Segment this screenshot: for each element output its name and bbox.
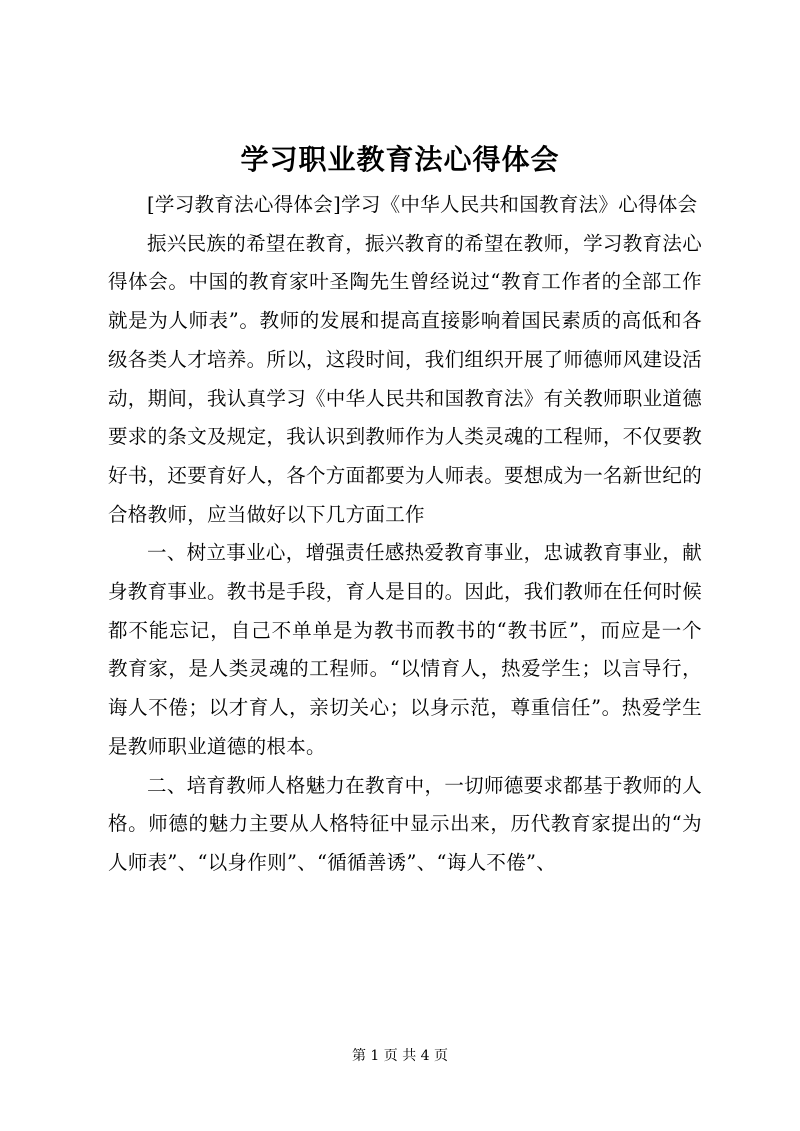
page-number: 第 1 页 共 4 页 [351, 1048, 449, 1064]
paragraph-subtitle: [学习教育法心得体会]学习《中华人民共和国教育法》心得体会 [147, 193, 698, 216]
document-title: 学习职业教育法心得体会 [240, 143, 560, 176]
paragraph-section-2: 二、培育教师人格魅力在教育中，一切师德要求都基于教师的人格。师德的魅力主要从人格特征中显示出来，历代教育家提出的“为人师表”、“以身作则”、“循循善诱”、“诲人不倦”、 [108, 773, 702, 874]
page-footer [0, 1046, 800, 1066]
paragraph-intro: 振兴民族的希望在教育，振兴教育的希望在教师，学习教育法心得体会。中国的教育家叶圣陶先生曾经说过“教育工作者的全部工作就是为人师表”。教师的发展和提高直接影响着国民素质的高低和各级各类人才培养。所以，这段时间，我们组织开展了师德师风建设活动，期间，我认真学习《中华人民共和国教育法》有关教师职业道德要求的条文及规定，我认识到教师作为人类灵魂的工程师，不仅要教好书，还要育好人，各个方面都要为人师表。要想成为一名新世纪的合格教师，应当做好以下几方面工作 [108, 231, 703, 526]
paragraph-section-1: 一、树立事业心，增强责任感热爱教育事业，忠诚教育事业，献身教育事业。教书是手段，育人是目的。因此，我们教师在任何时候都不能忘记，自己不单单是为教书而教书的“教书匠”，而应是一个教育家，是人类灵魂的工程师。“以情育人，热爱学生；以言导行，诲人不倦；以才育人，亲切关心；以身示范，尊重信任”。热爱学生是教师职业道德的根本。 [108, 541, 703, 758]
document-body [108, 186, 702, 883]
